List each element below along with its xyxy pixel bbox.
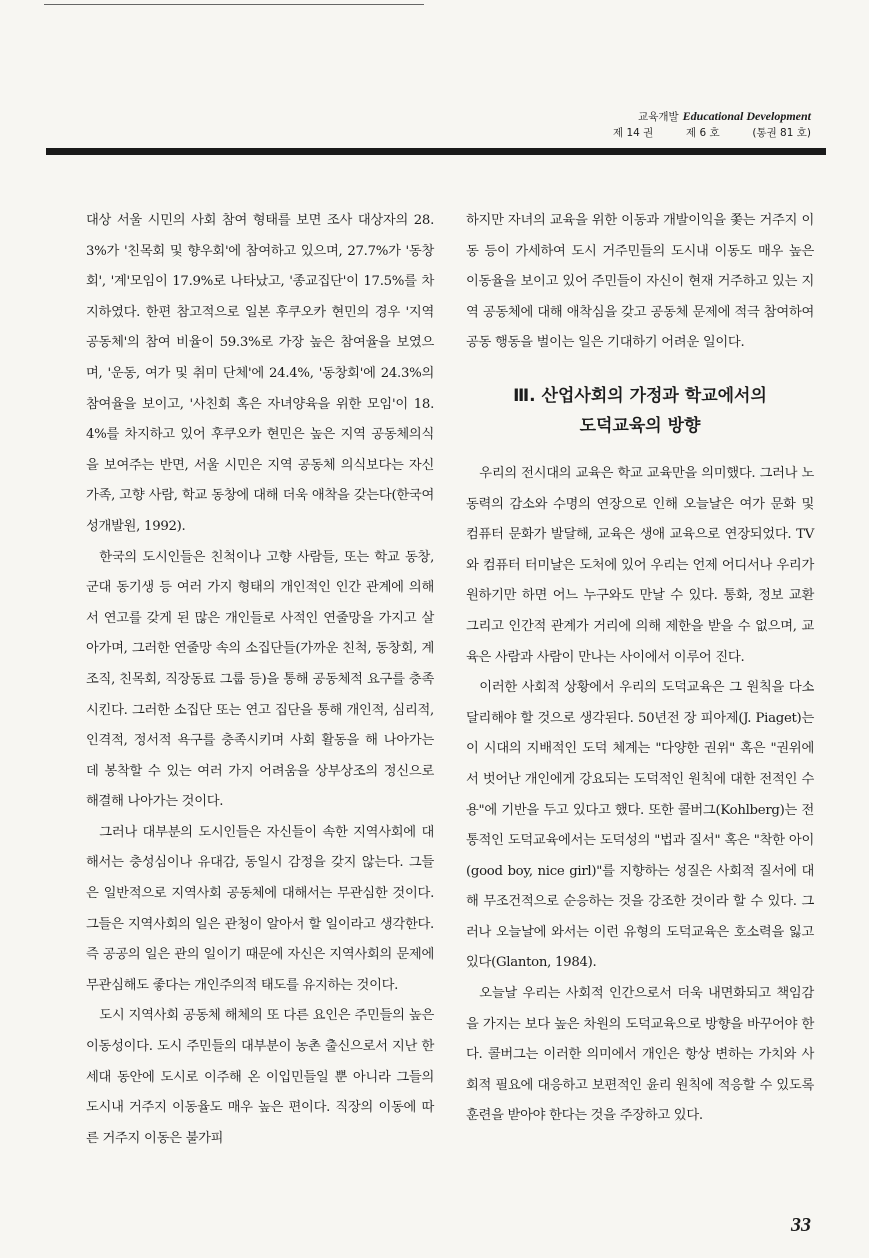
right-paragraph-continued: 하지만 자녀의 교육을 위한 이동과 개발이익을 쫓는 거주지 이동 등이 가세하여 도시 거주민들의 도시내 이동도 매우 높은 이동율을 보이고 있어 주민들이 자신이 현재 거주하고 있는 지역 공동체에 대해 애착심을 갖고 공동체 문제에 적극 참여하여 공동 행동을 벌이는 일은 기대하기 어려운 일이다. bbox=[466, 213, 814, 351]
right-paragraph-3: 오늘날 우리는 사회적 인간으로서 더욱 내면화되고 책임감을 가지는 보다 높은 차원의 도덕교육으로 방향을 바꾸어야 한다. 콜버그는 이러한 의미에서 개인은 항상 변하는 가치와 사회적 필요에 대응하고 보편적인 윤리 원칙에 적응할 수 있도록 훈련을 받아야 한다는 것을 주장하고 있다. bbox=[466, 986, 814, 1124]
left-paragraph-3: 그러나 대부분의 도시인들은 자신들이 속한 지역사회에 대해서는 충성심이나 유대감, 동일시 감정을 갖지 않는다. 그들은 일반적으로 지역사회 공동체에 대해서는 무관심한 것이다. 그들은 지역사회의 일은 관청이 알아서 할 일이라고 생각한다. 즉 공공의 일은 관의 일이기 때문에 자신은 지역사회의 문제에 무관심해도 좋다는 개인주의적 태도를 유지하는 것이다. bbox=[86, 824, 434, 993]
journal-title-english: Educational Development bbox=[682, 109, 811, 123]
left-paragraph-1: 대상 서울 시민의 사회 참여 형태를 보면 조사 대상자의 28.3%가 '친목회 및 향우회'에 참여하고 있으며, 27.7%가 '동창회', '계'모임이 17.9%로 나타났고, '종교집단'이 17.5%를 차지하였다. 한편 참고적으로 일본 후쿠오카 현민의 경우 '지역 공동체'의 참여 비율이 59.3%로 가장 높은 참여율을 보였으며, '운동, 여가 및 취미 단체'에 24.4%, '동창회'에 24.3%의 참여율을 보이고, '사친회 혹은 자녀양육을 위한 모임'이 18.4%를 차지하고 있어 후쿠오카 현민은 높은 지역 공동체의식을 보여주는 반면, 서울 시민은 지역 공동체 의식보다는 자신 가족, 고향 사람, 학교 동창에 대해 더욱 애착을 갖는다(한국여성개발원, 1992). bbox=[86, 213, 434, 534]
journal-header bbox=[551, 108, 811, 141]
page-number: 33 bbox=[791, 1214, 811, 1236]
journal-volume: 제 14 권 bbox=[613, 127, 654, 139]
journal-serial: (통권 81 호) bbox=[752, 127, 811, 139]
left-paragraph-2: 한국의 도시인들은 친척이나 고향 사람들, 또는 학교 동창, 군대 동기생 등 여러 가지 형태의 개인적인 인간 관계에 의해서 연고를 갖게 된 많은 개인들로 사적인 연줄망을 가지고 살아가며, 그러한 연줄망 속의 소집단들(가까운 친척, 동창회, 계조직, 친목회, 직장동료 그룹 등)을 통해 공동체적 요구를 충족시킨다. 그러한 소집단 또는 연고 집단을 통해 개인적, 심리적, 인격적, 정서적 욕구를 충족시키며 사회 활동을 해 나아가는 데 봉착할 수 있는 여러 가지 어려움을 상부상조의 정신으로 해결해 나아가는 것이다. bbox=[86, 549, 434, 810]
right-column bbox=[466, 206, 814, 1132]
left-column bbox=[86, 206, 434, 1154]
header-rule bbox=[46, 148, 826, 155]
right-paragraph-2: 이러한 사회적 상황에서 우리의 도덕교육은 그 원칙을 다소 달리해야 할 것으로 생각된다. 50년전 장 피아제(J. Piaget)는 이 시대의 지배적인 도덕 체계는 "다양한 권위" 혹은 "권위에서 벗어난 개인에게 강요되는 도덕적인 원칙에 대한 전적인 수용"에 기반을 두고 있다고 했다. 또한 콜버그(Kohlberg)는 전통적인 도덕교육에서는 도덕성의 "법과 질서" 혹은 "착한 아이(good boy, nice girl)"를 지향하는 성질은 사회적 질서에 대해 무조건적으로 순응하는 것을 강조한 것이라 할 수 있다. 그러나 오늘날에 와서는 이런 유형의 도덕교육은 호소력을 잃고 있다(Glanton, 1984). bbox=[466, 680, 814, 971]
journal-title bbox=[551, 108, 811, 125]
section-heading bbox=[466, 381, 814, 441]
journal-title-korean: 교육개발 bbox=[638, 111, 679, 123]
journal-issue-info bbox=[551, 125, 811, 141]
left-paragraph-4: 도시 지역사회 공동체 해체의 또 다른 요인은 주민들의 높은 이동성이다. 도시 주민들의 대부분이 농촌 출신으로서 지난 한 세대 동안에 도시로 이주해 온 이입민들일 뿐 아니라 그들의 도시내 거주지 이동율도 매우 높은 편이다. 직장의 이동에 따른 거주지 이동은 불가피 bbox=[86, 1008, 434, 1146]
section-heading-line-2: 도덕교육의 방향 bbox=[579, 415, 701, 436]
journal-issue: 제 6 호 bbox=[686, 127, 720, 139]
top-thin-rule bbox=[44, 4, 424, 5]
right-paragraph-1: 우리의 전시대의 교육은 학교 교육만을 의미했다. 그러나 노동력의 감소와 수명의 연장으로 인해 오늘날은 여가 문화 및 컴퓨터 문화가 발달해, 교육은 생애 교육으로 연장되었다. TV와 컴퓨터 터미날은 도처에 있어 우리는 언제 어디서나 우리가 원하기만 하면 어느 누구와도 만날 수 있다. 통화, 정보 교환 그리고 인간적 관계가 거리에 의해 제한을 받을 수 없으며, 교육은 사람과 사람이 만나는 사이에서 이루어 진다. bbox=[466, 465, 814, 665]
section-heading-line-1: Ⅲ. 산업사회의 가정과 학교에서의 bbox=[513, 385, 767, 406]
